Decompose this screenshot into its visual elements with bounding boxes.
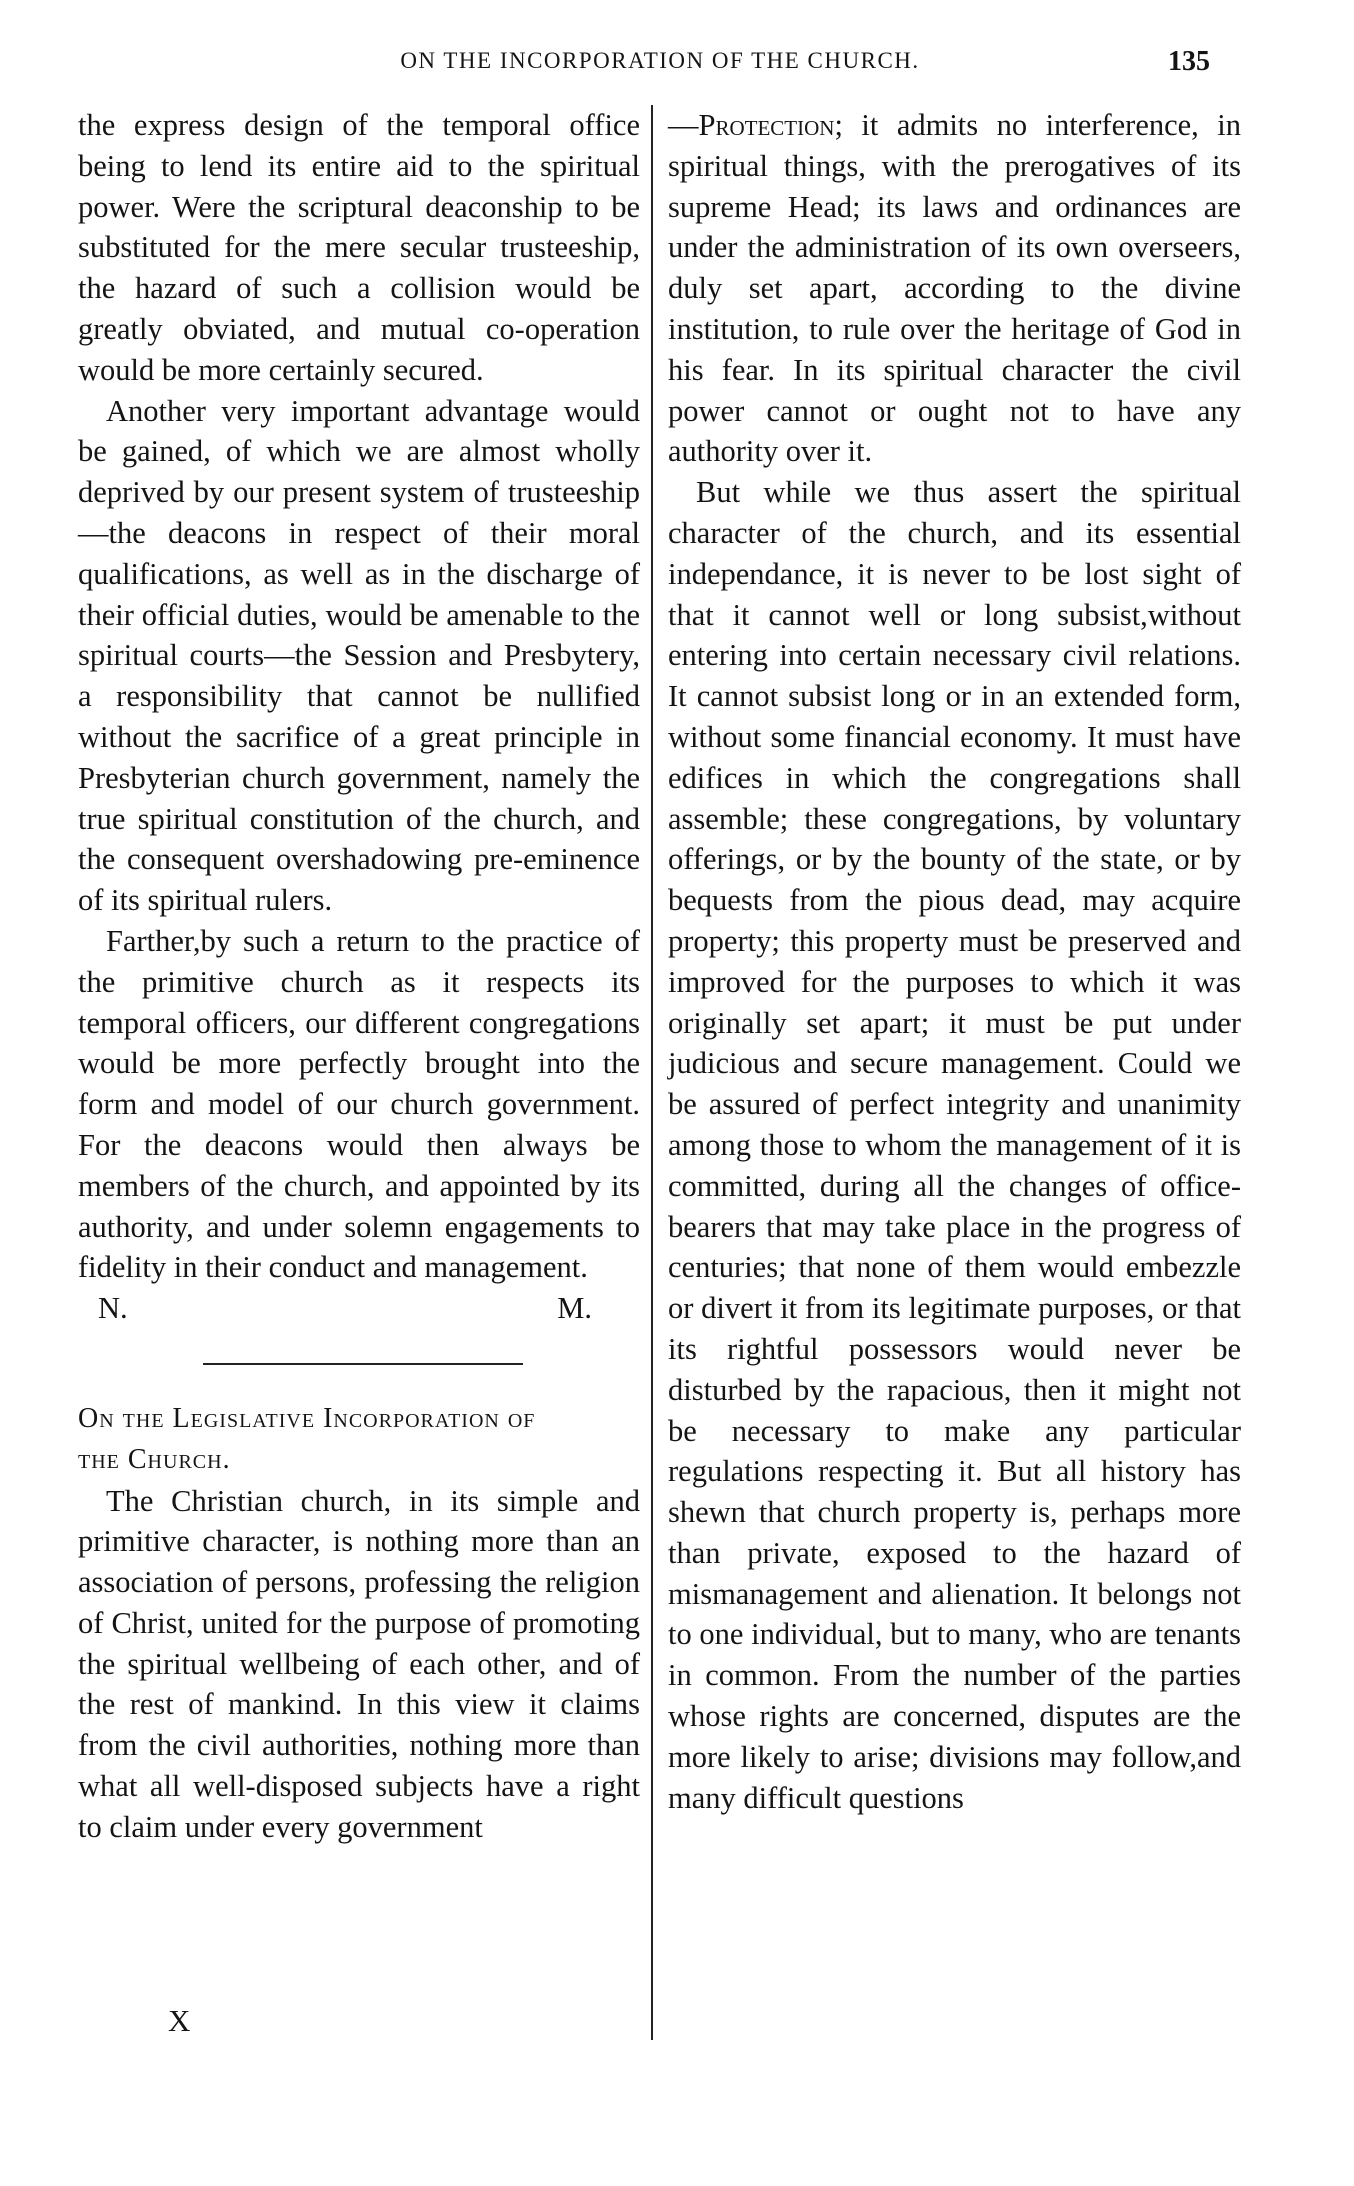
left-column [78, 105, 640, 1848]
left-paragraph-4: The Christian church, in its simple and primitive character, is nothing more than an association of persons, professing the religion of Christ, united for the purpose of promoting the spiritual wellbeing of each other, and of the rest of mankind. In this view it claims from the civil authorities, nothing more than what all well-disposed subjects have a right to claim under every government [78, 1483, 640, 1844]
left-paragraph-2: Another very important advantage would be gained, of which we are almost wholly deprived by our present system of trusteeship—the deacons in respect of their moral qualifications, as well as in the discharge of their official duties, would be amenable to the spiritual courts—the Session and Presbytery, a responsibility that cannot be nullified without the sacrifice of a great principle in Presbyterian church government, namely the true spiritual constitution of the church, and the consequent overshadowing pre-eminence of its spiritual rulers. [78, 393, 640, 918]
page-number: 135 [1168, 46, 1210, 77]
protection-rest: it admits no interference, in spiritual things, with the prerogatives of its supreme Head; its laws and ordinances are under the administration of its own overseers, duly set apart, according to the divine institution, to rule over the heritage of God in his fear. In its spiritual character the civil power cannot or ought not to have any authority over it. [668, 108, 1241, 469]
section-title-line1: On the Legislative Incorporation of [78, 1402, 536, 1434]
initial-m: M. [557, 1291, 592, 1326]
protection-lead: —Protection; [668, 108, 843, 142]
column-divider [651, 105, 653, 2040]
section-divider [203, 1363, 523, 1365]
page-header [0, 48, 1354, 98]
left-paragraph-3: Farther,by such a return to the practice of the primitive church as it respects its temporal officers, our different congregations would be more perfectly brought into the form and model of our church government. For the deacons would then always be members of the church, and appointed by its authority, and under solemn engagements to fidelity in their conduct and management. [78, 923, 640, 1285]
signature-mark: X [168, 2003, 191, 2038]
author-initials [78, 1288, 640, 1329]
initial-n: N. [98, 1291, 128, 1326]
right-paragraph-2: But while we thus assert the spiritual character of the church, and its essential independance, it is never to be lost sight of that it cannot well or long subsist,without entering into certain necessary civil relations. It cannot subsist long or in an extended form, without some financial economy. It must have edifices in which the congregations shall assemble; these congregations, by voluntary offerings, or by the bounty of the state, or by bequests from the pious dead, may acquire property; this property must be preserved and improved for the purposes to which it was originally set apart; it must be put under judicious and secure management. Could we be assured of perfect integrity and unanimity among those to whom the management of it is committed, during all the changes of office-bearers that may take place in the progress of centuries; that none of them would embezzle or divert it from its legitimate purposes, or that its rightful possessors would never be disturbed by the rapacious, then it might not be necessary to make any particular regulations respecting it. But all history has shewn that church property is, perhaps more than private, exposed to the hazard of mismanagement and alienation. It belongs not to one individual, but to many, who are tenants in common. From the number of the parties whose rights are concerned, disputes are the more likely to arise; divisions may follow,and many difficult questions [668, 475, 1241, 1815]
section-title [78, 1399, 640, 1481]
running-head: ON THE INCORPORATION OF THE CHURCH. [400, 48, 920, 73]
left-paragraph-1: the express design of the temporal office being to lend its entire aid to the spiritual power. Were the scriptural deaconship to be substituted for the mere secular trusteeship, the hazard of such a collision would be greatly obviated, and mutual co-operation would be more certainly secured. [78, 108, 640, 387]
section-title-line2: the Church. [78, 1443, 231, 1475]
right-paragraph-1 [668, 105, 1241, 472]
right-column [668, 105, 1241, 1818]
